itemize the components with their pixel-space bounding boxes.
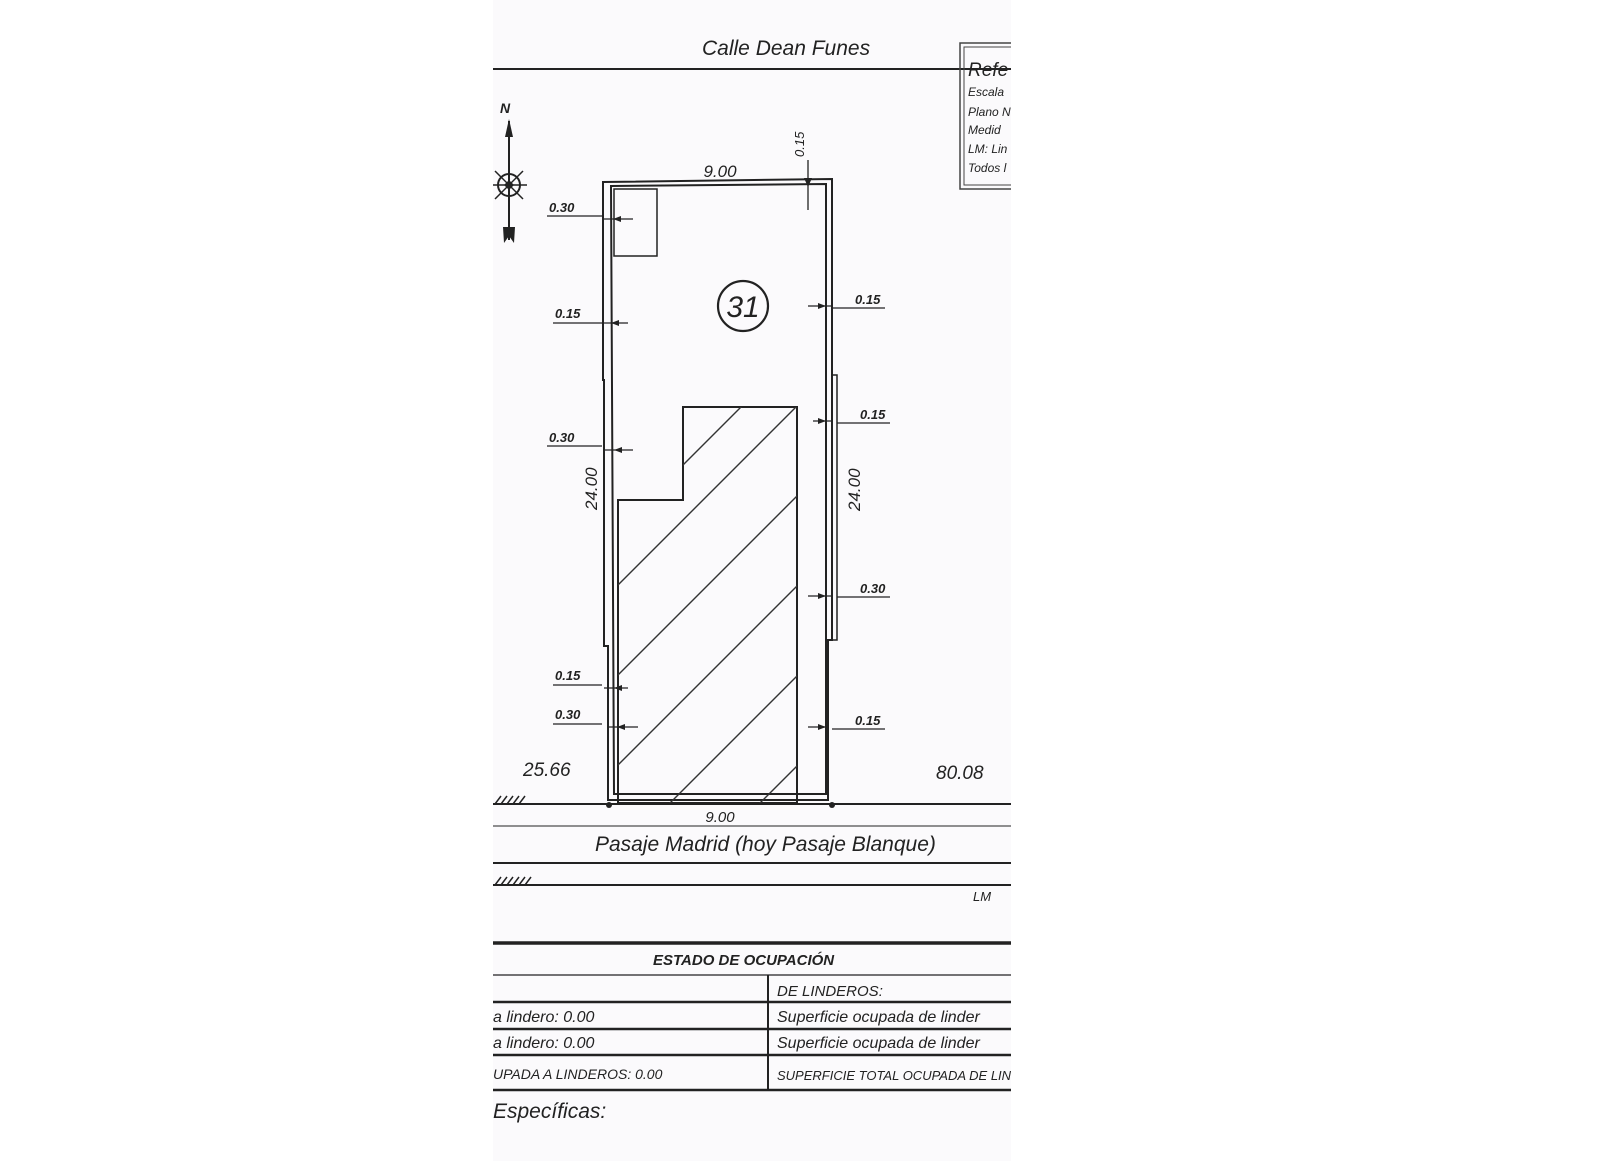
lot-inner-outline <box>611 184 826 794</box>
occupancy-left-row: UPADA A LINDEROS: 0.00 <box>493 1066 663 1082</box>
references-title: Refe <box>968 60 1009 81</box>
dim-top-offset: 0.15 <box>792 131 807 157</box>
left-offset: 0.15 <box>555 668 581 683</box>
plan-sheet <box>493 0 1011 1161</box>
references-box <box>960 43 1011 189</box>
occupancy-title: ESTADO DE OCUPACIÓN <box>653 952 835 969</box>
hatch-mark-bottom <box>495 877 531 885</box>
corner-left-value: 25.66 <box>523 760 571 781</box>
occupancy-right-row: SUPERFICIE TOTAL OCUPADA DE LIN <box>777 1068 1011 1083</box>
right-wall-strip <box>832 375 837 640</box>
reference-line: LM: Lin <box>968 142 1008 156</box>
right-offset: 0.15 <box>855 292 881 307</box>
north-arrow-icon <box>493 100 527 243</box>
left-offset: 0.30 <box>549 430 575 445</box>
lot-number: 31 <box>726 291 760 324</box>
right-offset: 0.15 <box>860 407 886 422</box>
especificas-label: Específicas: <box>493 1100 607 1123</box>
front-hatched-structure <box>614 181 673 285</box>
left-offset: 0.30 <box>555 707 581 722</box>
north-label: N <box>500 100 511 116</box>
dim-right-depth: 24.00 <box>845 468 864 511</box>
rear-hatched-building <box>618 406 797 835</box>
dim-left-depth: 24.00 <box>582 467 601 510</box>
site-plan-drawing <box>493 0 1011 1161</box>
street-bottom-label: Pasaje Madrid (hoy Pasaje Blanque) <box>595 833 936 856</box>
street-top-label: Calle Dean Funes <box>702 37 871 60</box>
occupancy-right-row: Superficie ocupada de linder <box>777 1035 980 1052</box>
dim-bottom-width: 9.00 <box>705 809 735 826</box>
left-offset-dimensions <box>547 200 638 730</box>
right-offset: 0.30 <box>860 581 886 596</box>
dim-top-width: 9.00 <box>703 162 737 181</box>
linderos-header: DE LINDEROS: <box>777 983 883 1000</box>
occupancy-right-row: Superficie ocupada de linder <box>777 1009 980 1026</box>
right-offset: 0.15 <box>855 713 881 728</box>
reference-line: Todos l <box>968 161 1007 175</box>
left-offset: 0.30 <box>549 200 575 215</box>
corner-right-value: 80.08 <box>936 763 984 784</box>
reference-line: Plano N <box>968 105 1011 119</box>
left-offset: 0.15 <box>555 306 581 321</box>
occupancy-left-row: a lindero: 0.00 <box>493 1009 595 1026</box>
hatch-mark-left <box>495 796 525 804</box>
lm-label: LM <box>973 889 992 904</box>
reference-line: Medid <box>968 123 1001 137</box>
occupancy-left-row: a lindero: 0.00 <box>493 1035 595 1052</box>
reference-line: Escala <box>968 85 1005 99</box>
occupancy-table <box>493 943 1011 1123</box>
